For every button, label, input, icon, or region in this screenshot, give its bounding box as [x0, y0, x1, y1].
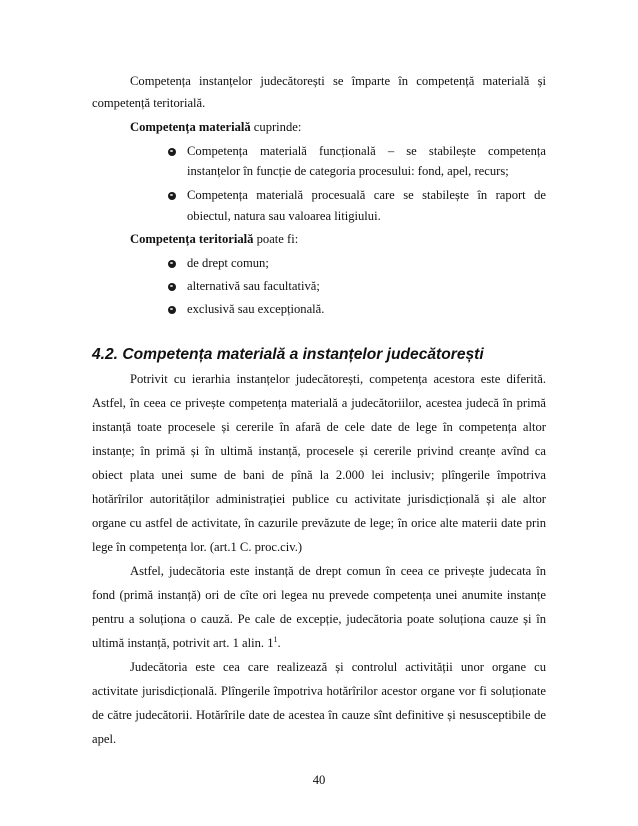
p3-line-3: de către judecătorii. Hotărîrile date de acestea în cauze sînt definitive și nesusceptibile de: [92, 708, 546, 722]
p2-last-text: ultimă instanță, potrivit art. 1 alin. 1: [92, 636, 274, 650]
p2-line-3: pentru a soluționa o cauză. Pe cale de excepție, judecătoria poate soluționa cauze și în: [92, 612, 546, 626]
p1-line-7: organe cu astfel de activitate, în cazurile prevăzute de lege; în orice alte materii date prin: [92, 516, 546, 530]
material-item-1-line-2: instanțelor în funcție de categoria procesului: fond, apel, recurs;: [187, 164, 509, 178]
p3-line-1: Judecătoria este cea care realizează și controlul activității unor organe cu: [130, 660, 546, 674]
material-label: Competența materială: [130, 120, 251, 134]
p1-line-6: hotărîrilor autorităților administrației publice cu activitate jurisdicțională și ale altor: [92, 492, 546, 506]
p1-line-4: instanțe; în primă și în ultimă instanță, procesele și cererile privind creanțe avînd ca: [92, 444, 546, 458]
p2-superscript: 1: [273, 634, 278, 644]
territorial-intro: [130, 230, 546, 248]
bullet-icon: [168, 306, 176, 314]
bullet-icon: [168, 192, 176, 200]
material-item-1-line-1: Competența materială funcțională – se stabilește competența: [187, 144, 546, 158]
p1-line-2: Astfel, în ceea ce privește competența materială a judecătoriilor, acestea judecă în primă: [92, 396, 546, 410]
p2-line-2: fond (primă instanță) ori de cîte ori legea nu prevede competența unei anumite instanțe: [92, 588, 546, 602]
bullet-icon: [168, 148, 176, 156]
material-rest: cuprinde:: [250, 120, 302, 134]
p2-end: .: [277, 636, 281, 650]
p1-line-5: obiect plata unei sume de bani de pînă la 2.000 lei inclusiv; plîngerile împotriva: [92, 468, 546, 482]
material-item-2-line-2: obiectul, natura sau valoarea litigiului.: [187, 209, 381, 223]
material-intro: [130, 118, 546, 136]
territorial-item-3: exclusivă sau excepțională.: [187, 302, 325, 316]
territorial-label: Competența teritorială: [130, 232, 254, 246]
p3-line-2: activitate jurisdicțională. Plîngerile împotriva hotărîrilor acestor organe vor fi soluționate: [92, 684, 546, 698]
p1-line-1: Potrivit cu ierarhia instanțelor judecătorești, competența acestora este diferită.: [130, 372, 546, 386]
territorial-rest: poate fi:: [253, 232, 299, 246]
bullet-icon: [168, 260, 176, 268]
section-heading: 4.2. Competența materială a instanțelor judecătorești: [92, 346, 484, 363]
p2-line-1: Astfel, judecătoria este instanță de drept comun în ceea ce privește judecata în: [130, 564, 546, 578]
intro-line-2: competență teritorială.: [92, 96, 206, 110]
intro-line-1: Competența instanțelor judecătorești se împarte în competență materială și: [130, 74, 546, 88]
p3-line-4: apel.: [92, 732, 117, 746]
page-number: 40: [312, 773, 326, 787]
territorial-item-1: de drept comun;: [187, 256, 269, 270]
bullet-icon: [168, 283, 176, 291]
territorial-item-2: alternativă sau facultativă;: [187, 279, 320, 293]
p1-line-3: instanță toate procesele și cererile în afară de cele date de lege în competența altor: [92, 420, 546, 434]
material-item-2-line-1: Competența materială procesuală care se stabilește în raport de: [187, 188, 546, 202]
p1-line-8: lege în competența lor. (art.1 C. proc.civ.): [92, 540, 303, 554]
p2-line-4: [92, 634, 546, 652]
